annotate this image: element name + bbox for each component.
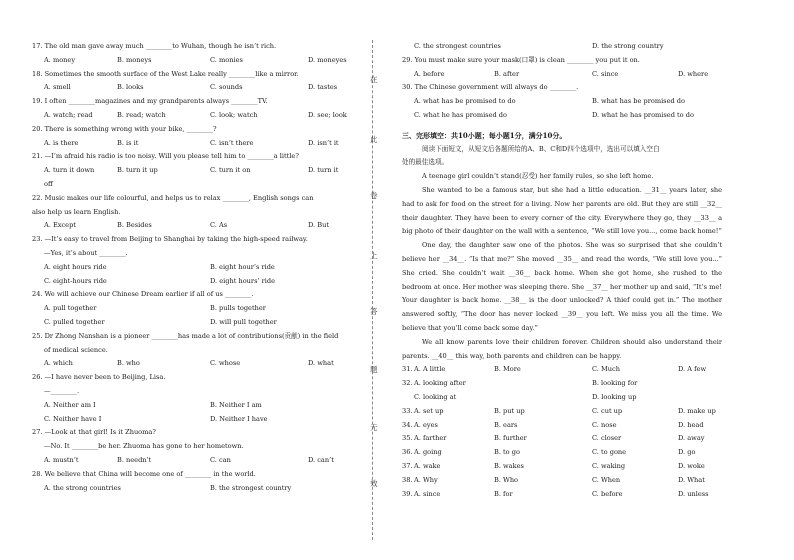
- cloze-row: [402, 419, 722, 433]
- cloze-row: [402, 460, 722, 474]
- option-row: [32, 454, 340, 468]
- question-stem: 23. —It’s easy to travel from Beijing to Shanghai by taking the high-speed railway.: [32, 235, 308, 244]
- option: A. pull together: [44, 304, 97, 313]
- option: A. going: [414, 448, 442, 457]
- question-stem: 19. I often ________magazines and my grandparents always ________TV.: [32, 97, 268, 106]
- option-row: [32, 54, 347, 68]
- option: D. What: [678, 475, 705, 484]
- option: D. unless: [678, 489, 709, 498]
- option: A. mustn’t: [44, 455, 79, 464]
- question-reply: —________.: [44, 386, 80, 395]
- option: C. cut up: [592, 406, 623, 415]
- option: C. can: [210, 455, 231, 464]
- option: B. eight hour’s ride: [210, 262, 275, 271]
- cloze-number: 35.: [402, 434, 413, 443]
- question-stem: 22. Music makes our life colourful, and helps us to relax ________, English songs can: [32, 193, 314, 202]
- cloze-number: 37.: [402, 461, 413, 470]
- cloze-row: [402, 363, 722, 377]
- question-stem: 26. —I have never been to Beijing, Lisa.: [32, 373, 166, 382]
- option-row: [32, 357, 340, 371]
- option-row: [32, 413, 340, 427]
- option: B. ears: [494, 420, 518, 429]
- option: D. tastes: [308, 83, 338, 92]
- question-stem: 20. There is something wrong with your bike, ________?: [32, 124, 217, 133]
- gutter-char: 题: [370, 365, 378, 374]
- option: D. moneyes: [308, 55, 347, 64]
- option: D. looking up: [592, 392, 637, 401]
- question-stem: 17. The old man gave away much ________to Wuhan, though he isn’t rich.: [32, 42, 277, 50]
- option-row: [402, 109, 722, 123]
- option: C. closer: [592, 434, 622, 443]
- option: A. eight hours ride: [44, 262, 107, 271]
- cloze-row: [402, 474, 722, 488]
- option: B. for: [494, 489, 513, 498]
- section-instruction: 阅读下面短文，从短文后各题所给的A、B、C和D四个选项中，选出可以填入空白: [422, 144, 660, 153]
- option: C. whose: [210, 359, 241, 368]
- option-row: [32, 219, 340, 233]
- option: C. look; watch: [210, 110, 258, 119]
- option: C. to gone: [592, 448, 627, 457]
- option: D. head: [678, 420, 704, 429]
- question-stem: 18. Sometimes the smooth surface of the West Lake really ________like a mirror.: [32, 69, 299, 78]
- option-row: [32, 399, 340, 413]
- gutter-char: 卷: [370, 191, 378, 200]
- gutter-char: 在: [370, 75, 378, 84]
- option: C. waking: [592, 461, 626, 470]
- cloze-number: 38.: [402, 475, 413, 484]
- option: C. As: [210, 221, 228, 230]
- cloze-number: 34.: [402, 420, 413, 429]
- option: C. Neither have I: [44, 414, 102, 423]
- option: B. Neither I am: [210, 400, 262, 409]
- option: B. moneys: [117, 55, 152, 64]
- passage-paragraph: A teenage girl couldn’t stand(忍受) her family rules, so she left home.: [422, 172, 654, 181]
- option: A. which: [44, 359, 73, 368]
- option: A. looking after: [414, 379, 466, 388]
- option: C. pulled together: [44, 317, 105, 326]
- cloze-row: [402, 391, 722, 405]
- question-stem: 30. The Chinese government will always do ________.: [402, 83, 579, 92]
- option: C. isn’t there: [210, 138, 254, 147]
- passage-paragraph: We all know parents love their children forever. Children should also understand their parents. __40__ this way, both parents and children can be happy.: [402, 337, 722, 360]
- option: A. Neither am I: [44, 400, 96, 409]
- option: C. monies: [210, 55, 243, 64]
- option-row: [402, 95, 722, 109]
- option: C. Much: [592, 365, 620, 374]
- option: B. looks: [117, 83, 144, 92]
- option: D. the strong country: [592, 42, 664, 50]
- option: A. smell: [44, 83, 71, 92]
- passage-paragraph: One day, the daughter saw one of the photos. She was so surprised that she couldn’t believe her __34__. “Is that me?” She moved __35__ and read the words, “We still love you...” She cried. She couldn’t wait __36__ back home. When she got home, she rushed to the bedroom at once. Her mother was sleeping there. She __37__ her mother up and said, “It’s me! Your daughter is back home. __38__ is the door unlocked? A thief could get in.” The mother answered softly, “The door has never locked __39__ you left. We miss you all the time. We believe that you’ll come back some day.”: [402, 241, 722, 332]
- option: D. can’t: [308, 455, 334, 464]
- option: B. to go: [494, 448, 520, 457]
- option-row: [402, 68, 722, 82]
- option: B. who: [117, 359, 140, 368]
- option: D. woke: [678, 461, 705, 470]
- option: C. sounds: [210, 83, 243, 92]
- option: D. will pull together: [210, 317, 277, 326]
- cloze-row: [402, 488, 722, 502]
- option: B. Who: [494, 475, 519, 484]
- option: B. Besides: [117, 221, 152, 230]
- binding-line: [372, 40, 383, 540]
- option: D. Neither I have: [210, 414, 268, 423]
- option: B. More: [494, 365, 521, 374]
- option: A. since: [414, 489, 441, 498]
- option: D. go: [678, 448, 696, 457]
- option: A. turn it down: [44, 166, 95, 175]
- option: D. see; look: [308, 110, 347, 119]
- option: A. set up: [414, 406, 444, 415]
- option: B. pulls together: [210, 304, 266, 313]
- option-row: [402, 40, 722, 54]
- option: C. since: [592, 69, 619, 78]
- option: D. what he has promised to do: [592, 110, 694, 119]
- gutter-char: 效: [370, 479, 378, 488]
- cloze-number: 31.: [402, 365, 413, 374]
- option-row: [32, 482, 340, 496]
- question-stem: also help us learn English.: [32, 207, 121, 216]
- gutter-char: 此: [370, 135, 378, 144]
- option: D. make up: [678, 406, 716, 415]
- question-stem: 29. You must make sure your mask(口罩) is clean ________ you put it on.: [402, 55, 640, 64]
- question-stem: 25. Dr Zhong Nanshan is a pioneer ________has made a lot of contributions(贡献) in the field: [32, 331, 339, 340]
- option: C. turn it on: [210, 166, 251, 175]
- question-stem: 27. —Look at that girl! Is it Zhuoma?: [32, 428, 156, 437]
- option: D. eight hours’ ride: [210, 276, 276, 285]
- option: A. before: [414, 69, 445, 78]
- option-row: [32, 302, 340, 316]
- option: A. eyes: [414, 420, 438, 429]
- cloze-row: [402, 377, 722, 391]
- option-row: [32, 261, 340, 275]
- question-stem: of medical science.: [44, 345, 108, 354]
- option: D. turn it: [308, 166, 339, 175]
- passage-paragraph: She wanted to be a famous star, but she had a little education. __31__ years later, she had to ask for food on the street for a living. Now her parents are old. But they are still __32__ their daughter. They have been to every corner of the city. Everywhere they go, they __33__ a big photo of their daughter on the wall with a sentence, “We still love you..., come back home!”: [402, 185, 722, 236]
- option-row: [32, 137, 340, 151]
- cloze-number: 36.: [402, 448, 413, 457]
- option-row: [32, 109, 347, 123]
- option: D. what: [308, 359, 334, 368]
- option: C. nose: [592, 420, 617, 429]
- option: A. watch; read: [44, 110, 93, 119]
- cloze-row: [402, 432, 722, 446]
- option: A. A little: [414, 365, 446, 374]
- option: C. When: [592, 475, 621, 484]
- option-row: [32, 316, 340, 330]
- question-reply: —Yes, it’s about ________.: [44, 248, 128, 257]
- option: A. Except: [44, 221, 76, 230]
- option-tail: off: [44, 179, 53, 188]
- option: A. what has be promised to do: [414, 97, 516, 106]
- cloze-row: [402, 405, 722, 419]
- question-stem: 28. We believe that China will become one of ________ in the world.: [32, 469, 256, 478]
- cloze-row: [402, 446, 722, 460]
- option: C. before: [592, 489, 623, 498]
- cloze-number: 32.: [402, 379, 413, 388]
- option: A. farther: [414, 434, 447, 443]
- option: C. looking at: [414, 392, 457, 401]
- option: B. further: [494, 434, 527, 443]
- gutter-char: 无: [370, 423, 378, 432]
- option: D. away: [678, 434, 705, 443]
- cloze-number: 33.: [402, 406, 413, 415]
- option: B. after: [494, 69, 520, 78]
- right-column: [402, 40, 722, 501]
- option: C. eight-hours ride: [44, 276, 107, 285]
- gutter-char: 答: [370, 307, 378, 316]
- option: D. isn’t it: [308, 138, 339, 147]
- option-row: [32, 81, 340, 95]
- option: C. what he has promised do: [414, 110, 507, 119]
- cloze-number: 39.: [402, 489, 413, 498]
- option: C. the strongest countries: [414, 42, 501, 50]
- option: B. what has be promised do: [592, 97, 685, 106]
- option: A. Why: [414, 475, 438, 484]
- option-row: [32, 164, 340, 178]
- option: A. money: [44, 55, 76, 64]
- left-column: [32, 40, 347, 495]
- option: B. wakes: [494, 461, 524, 470]
- question-stem: 24. We will achieve our Chinese Dream earlier if all of us ________.: [32, 290, 254, 299]
- option: A. is there: [44, 138, 79, 147]
- option: A. the strong countries: [44, 483, 121, 492]
- gutter-char: 上: [370, 251, 378, 260]
- option: B. put up: [494, 406, 525, 415]
- option: B. the strongest country: [210, 483, 292, 492]
- option: D. A few: [678, 365, 707, 374]
- option: B. is it: [117, 138, 139, 147]
- option: D. where: [678, 69, 709, 78]
- option: B. needn’t: [117, 455, 152, 464]
- question-stem: 21. —I’m afraid his radio is too noisy. Will you please tell him to ________a little?: [32, 152, 299, 161]
- option: A. wake: [414, 461, 441, 470]
- option: B. turn it up: [117, 166, 158, 175]
- option: D. But: [308, 221, 329, 230]
- option: B. looking for: [592, 379, 638, 388]
- option: B. read; watch: [117, 110, 166, 119]
- option-row: [32, 275, 340, 289]
- section-title: 三、完形填空：共10小题；每小题1分，满分10分。: [402, 130, 567, 140]
- section-instruction: 处的最佳选项。: [402, 158, 449, 167]
- question-reply: —No. It ________be her. Zhuoma has gone to her hometown.: [44, 442, 244, 451]
